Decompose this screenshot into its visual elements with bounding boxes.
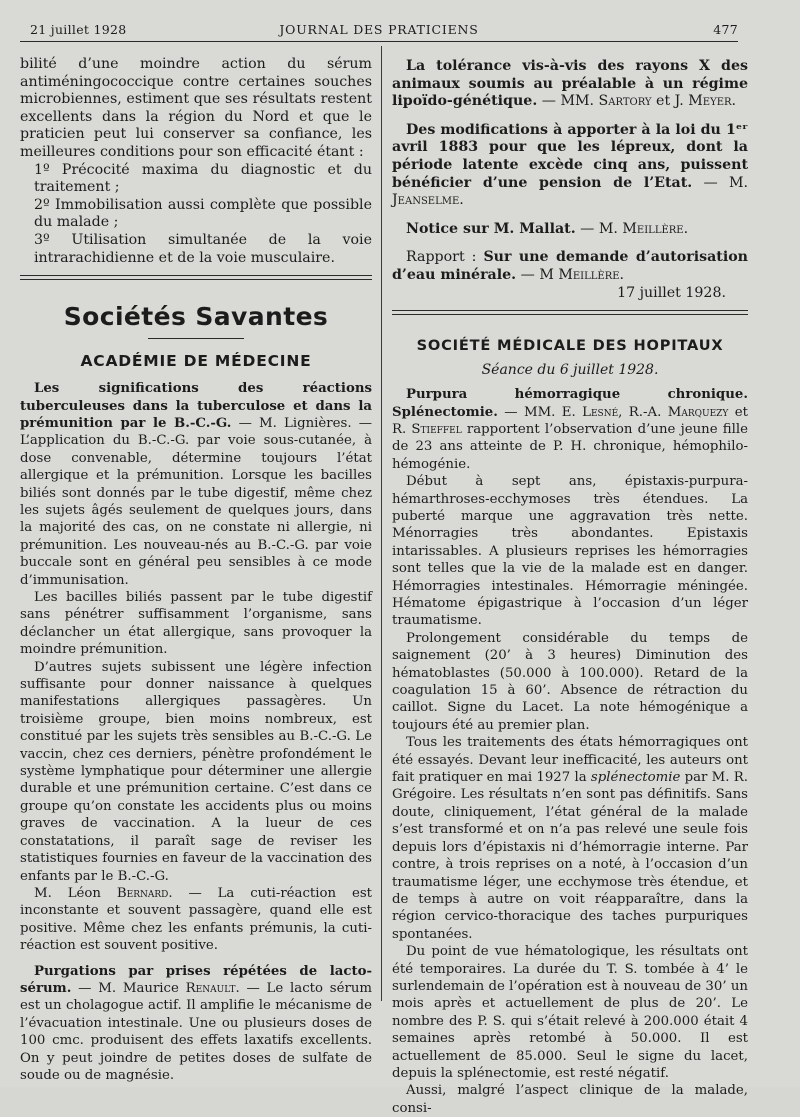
article-text: par M. R. Grégoire. Les résultats n’en sont pas définitifs. Sans doute, cliniquement, l’état général de la malade s’est transformé et on n’a pas relevé une seule fois depuis lors d’épistaxis ni d’hémorragie interne. Par contre, à trois reprises on a noté, à l’occasion d’un traumatisme léger, une ecchymose très étendue, et de temps à autre on voit réapparaître, dans la région cervico-thoracique des taches purpuriques spontanées.: [392, 770, 748, 942]
header-page-number: 477: [713, 22, 738, 37]
article-paragraph: Les bacilles biliés passent par le tube digestif sans pénétrer suffisamment l’organisme, sans déclancher un état allergique, sans provoquer la moindre prémunition.: [20, 590, 372, 658]
running-header: [20, 20, 738, 40]
article-text: . — La cuti-réaction est inconstante et souvent passagère, quand elle est positive. Même chez les enfants prémunis, la cuti-réaction est souvent positive.: [20, 885, 372, 954]
article-paragraph: Début à sept ans, épistaxis-purpura-hémarthroses-ecchymoses très étendues. La puberté marque une aggravation très nette. Ménorragies très abondantes. Epistaxis intarissables. A plusieurs reprises les hémorragies sont telles que la vie de la malade est en danger. Hémorragies intestinales. Hémorragie méningée. Hématome épigastrique à l’occasion d’un léger traumatisme.: [392, 474, 748, 629]
article-paragraph: [392, 734, 748, 943]
article-text: . — Le lacto sérum est un cholagogue actif. Il amplifie le mécanisme de l’évacuation intestinale. Une ou plusieurs doses de 100 cmc. produisent des effets laxatifs excellents. On y peut joindre de petites doses de sulfate de soude ou de magnésie.: [20, 980, 373, 1083]
bernard-paragraph: [20, 885, 372, 955]
intro-list-item: 1º Précocité maxima du diagnostic et du traitement ;: [34, 161, 372, 196]
section-separator: [20, 275, 372, 280]
author-name: Marquezy: [667, 404, 729, 420]
header-rule: [20, 41, 738, 42]
right-column: [392, 58, 748, 1117]
tuberculosis-article: [20, 380, 372, 589]
author-name: Stieffel: [411, 421, 462, 437]
intro-list-item: 2º Immobilisation aussi complète que possible du malade ;: [34, 196, 372, 231]
notice-title: La tolérance vis-à-vis des rayons X des animaux soumis au préalable à un régime lipoïdo-génétique.: [392, 58, 748, 110]
author-name: Sartory: [598, 93, 652, 110]
article-paragraph: D’autres sujets subissent une légère infection suffisante pour donner naissance à quelques manifestations allergiques passagères. Un troisième groupe, bien moins nombreux, est constitué par les sujets très sensibles au B.-C.-G. Le vaccin, chez ces derniers, pénètre profondément le système lymphatique pour déterminer une allergie durable et une prémunition certaine. C’est dans ce groupe qu’on constate les accidents plus ou moins graves de vaccination. A la lueur de ces constatations, il paraît sage de reviser les statistiques fournies en faveur de la vaccination des enfants par le B.-C.-G.: [20, 659, 372, 884]
article-text: — L’application du B.-C.-G. par voie sous-cutanée, à dose convenable, détermine toujours l’état allergique et la prémunition. Lorsque les bacilles biliés sont donnés par le tube digestif, même chez les sujets âgés seulement de quelques jours, dans la majorité des cas, on ne constate ni allergie, ni prémunition. Les nouveau-nés au B.-C.-G. par voie buccale sont en général peu sensibles à ce mode d’immunisation.: [20, 415, 372, 588]
author-name: Jeanselme: [392, 192, 460, 209]
rapport-label: Rapport :: [406, 249, 484, 266]
notice-title: Notice sur M. Mallat.: [406, 220, 576, 237]
punctuation: .: [459, 192, 464, 209]
author-prefix: M. Maurice: [98, 980, 186, 996]
notice-title: Des modifications à apporter à la loi du 1ᵉʳ avril 1883 pour que les lépreux, dont la période latente excède cinq ans, puissent bénéficier d’une pension de l’Etat.: [392, 121, 748, 191]
intro-list-item: 3º Utilisation simultanée de la voie intrarachidienne et de la voie musculaire.: [34, 231, 372, 266]
author-prefix: — M: [516, 266, 559, 283]
article-paragraph: Du point de vue hématologique, les résultats ont été temporaires. La durée du T. S. tombée à 4’ le surlendemain de l’opération est à nouveau de 30’ un mois après et actuellement de plus de 20’. Le nombre des P. S. qui s’était relevé à 200.000 était 4 semaines après retombé à 50.000. Il est actuellement de 85.000. Seul le signe du lacet, depuis la splénectomie, est resté négatif.: [392, 944, 748, 1081]
title-dash: —: [71, 980, 92, 996]
author-joiner: et J.: [651, 93, 689, 110]
leprosy-notice: [392, 122, 748, 210]
session-date: Séance du 6 juillet 1928.: [481, 362, 659, 379]
emphasis: splénectomie: [590, 770, 681, 786]
article-title: Purpura hémorragique chronique. Splénectomie.: [392, 387, 748, 420]
article-paragraph: Aussi, malgré l’aspect clinique de la malade, consi-: [392, 1083, 748, 1116]
author-prefix: — M.: [692, 174, 748, 191]
column-divider: [381, 46, 382, 1001]
article-paragraph: Prolongement considérable du temps de saignement (20’ à 3 heures) Diminution des hématoblastes (50.000 à 100.000). Retard de la coagulation 15 à 60’. Absence de rétraction du caillot. Signe du Lacet. La note hémogénique a toujours été au premier plan.: [392, 630, 748, 733]
article-text: Tous les traitements des états hémorragiques ont été essayés. Devant leur inefficacité, les auteurs ont fait pratiquer en mai 1927 la: [392, 735, 748, 786]
punctuation: .: [619, 266, 625, 283]
header-journal-title: JOURNAL DES PRATICIENS: [279, 22, 479, 37]
author-prefix: — MM.: [537, 93, 599, 110]
author-name: Meillère: [622, 220, 684, 237]
left-column: [20, 56, 372, 1084]
rapport-notice: [392, 249, 748, 284]
article-title: Les significations des réactions tuberculeuses dans la tuberculose et dans la prémunition par le B.-C.-G.: [20, 381, 372, 431]
author-name: Bernard: [116, 885, 169, 901]
punctuation: .: [731, 93, 737, 110]
article-author: — M. Lignières.: [238, 415, 352, 431]
author-joiner: et R.: [392, 404, 748, 437]
author-prefix: M. Léon: [34, 885, 117, 901]
section-title: Sociétés Savantes: [63, 302, 329, 332]
society-heading: SOCIÉTÉ MÉDICALE DES HOPITAUX: [416, 337, 724, 355]
header-date: 21 juillet 1928: [30, 22, 127, 37]
author-prefix: — MM. E.: [497, 404, 583, 420]
mallat-notice: [392, 221, 748, 239]
article-text: rapportent l’observation d’une jeune fille de 23 ans atteinte de P. H. chronique, hémophilo-hémogénie.: [392, 421, 748, 472]
intro-paragraph: bilité d’une moindre action du sérum antiméningococcique contre certaines souches microbiennes, estiment que ses résultats restent excellents dans la région du Nord et que le praticien peut lui conserver sa confiance, les meilleures conditions pour son efficacité étant :: [20, 56, 372, 160]
article-title: Purgations par prises répétées de lacto-sérum.: [20, 963, 372, 996]
author-name: Lesné: [582, 404, 619, 420]
academy-heading: ACADÉMIE DE MÉDECINE: [80, 352, 312, 371]
author-prefix: — M.: [575, 220, 623, 237]
signoff-date: 17 juillet 1928.: [617, 284, 726, 301]
author-joiner: , R.-A.: [618, 404, 668, 420]
author-name: Meyer: [688, 93, 732, 110]
purgations-article: [20, 963, 372, 1085]
title-underline: [148, 338, 244, 339]
author-name: Meillère: [558, 266, 620, 283]
author-name: Renault: [185, 980, 236, 996]
purpura-article: [392, 386, 748, 473]
punctuation: .: [683, 220, 689, 237]
xray-notice: [392, 58, 748, 111]
notice-title: Sur une demande d’autorisation d’eau minérale.: [392, 249, 748, 283]
